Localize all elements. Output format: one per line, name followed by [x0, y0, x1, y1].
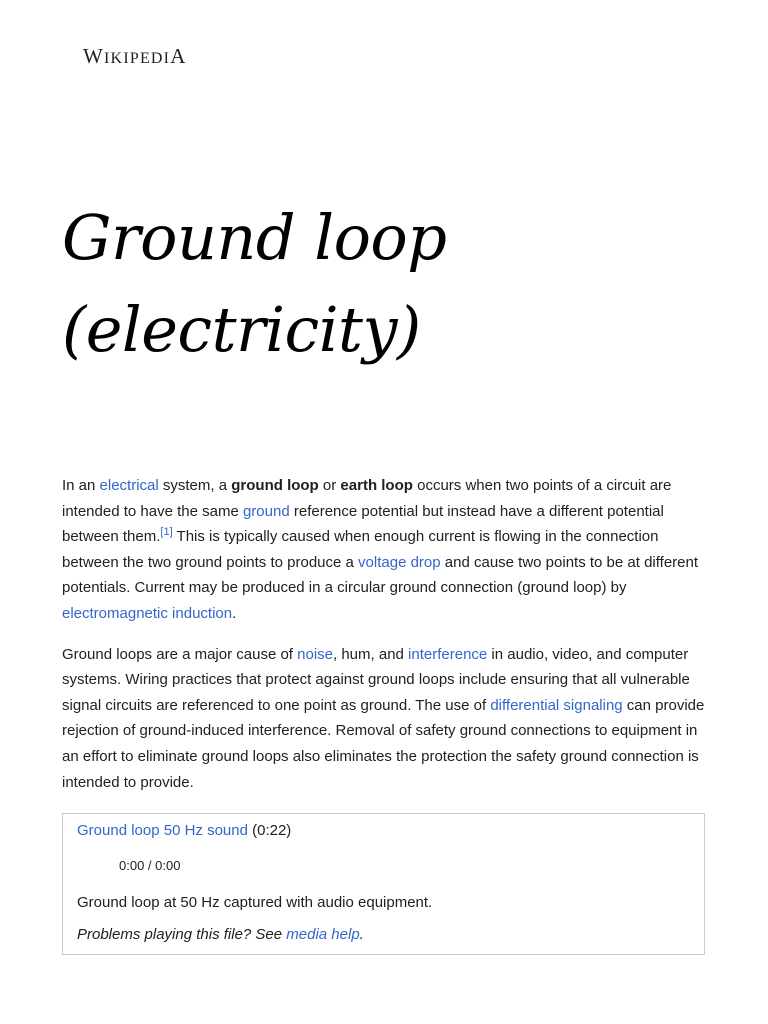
link-noise[interactable]: noise: [297, 645, 333, 663]
media-help-text: Problems playing this file? See media help.: [77, 926, 364, 944]
media-duration: (0:22): [247, 822, 292, 840]
paragraph-intro: In an electrical system, a ground loop or earth loop occurs when two points of a circuit are intended to have the same ground reference potential but instead have a different potential between them.[1] This is typically caused when enough current is flowing in the connection between the two ground points to produce a voltage drop and cause two points to be at different potentials. Current may be produced in a circular ground connection (ground loop) by electromagnetic induction.: [62, 477, 699, 622]
logo-middle: IKIPEDI: [104, 50, 171, 67]
term-earth-loop: earth loop: [340, 477, 413, 494]
reference-1[interactable]: [160, 526, 172, 538]
reference-1-link[interactable]: [1]: [160, 526, 173, 539]
link-electrical[interactable]: electrical: [99, 477, 159, 494]
logo-letter-w: W: [83, 44, 105, 68]
page-title: Ground loop (electricity): [62, 201, 447, 366]
link-differential-signaling[interactable]: differential signaling: [490, 696, 623, 714]
logo-letter-a: A: [170, 44, 187, 68]
wikipedia-logo[interactable]: [83, 44, 187, 69]
media-box: [62, 813, 705, 955]
media-help-link[interactable]: media help: [286, 926, 360, 944]
term-ground-loop: ground loop: [231, 477, 319, 494]
link-interference[interactable]: interference: [408, 645, 488, 663]
media-caption: Ground loop at 50 Hz captured with audio equipment.: [77, 894, 433, 912]
media-title: [77, 820, 690, 842]
paragraph-causes: Ground loops are a major cause of noise, hum, and interference in audio, video, and computer systems. Wiring practices that protect against ground loops include ensuring that all vulnerable signal circuits are referenced to one point as ground. The use of differential signaling can provide rejection of ground-induced interference. Removal of safety ground connections to equipment in an effort to eliminate ground loops also eliminates the protection the safety ground connection is intended to provide.: [62, 645, 705, 791]
link-ground[interactable]: ground: [242, 502, 290, 520]
player-time: 0:00 / 0:00: [119, 858, 181, 874]
audio-player[interactable]: [119, 846, 690, 886]
link-electromagnetic-induction[interactable]: electromagnetic induction: [62, 604, 233, 622]
article-body: [62, 473, 707, 955]
link-voltage-drop[interactable]: voltage drop: [358, 553, 441, 571]
media-file-link[interactable]: Ground loop 50 Hz sound: [77, 822, 248, 840]
